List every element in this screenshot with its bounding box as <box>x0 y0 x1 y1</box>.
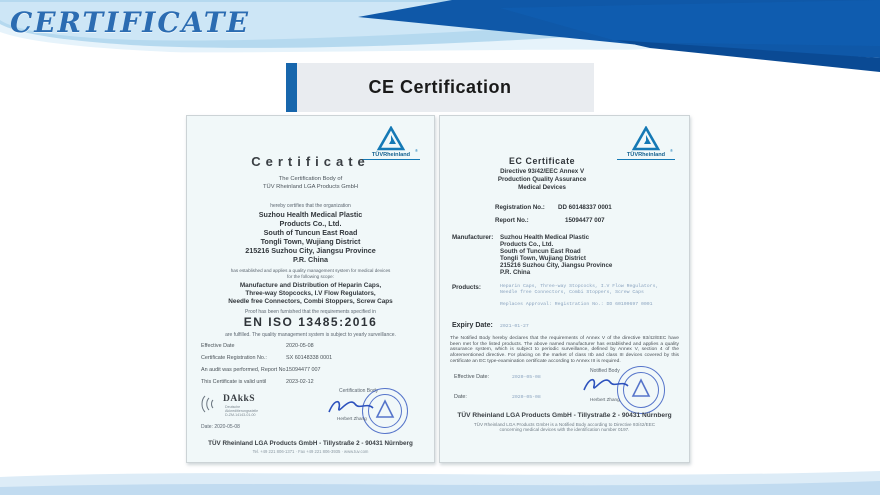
notified-body-declaration: The Notified Body hereby declares that the requirements of Annex V of the directive 93/42/EEC have been met for the listed products. The above named manufacturer has established and applies a quality assurance system, which is subject to periodic surveillance, defined by Annex V, section 4 of the aforementioned directive. For placing on the market of class IIb and class III devices covered by this certificate an EC type-examination certificate according to Annex III is required. <box>450 336 679 364</box>
standard-number: EN ISO 13485:2016 <box>243 315 378 329</box>
ec-certificate-title: EC Certificate <box>509 156 576 166</box>
manufacturer-line: 215216 Suzhou City, Jiangsu Province <box>500 262 613 269</box>
scope-line: Three-way Stopcocks, I.V Flow Regulators, <box>245 290 376 297</box>
slide-title-box <box>286 63 594 112</box>
dakks-subline: Deutsche <box>225 405 241 409</box>
field-value: 2023-02-12 <box>286 379 314 385</box>
signature-name: Herbert Zhang <box>337 416 367 421</box>
dakks-subline: Akkreditierungsstelle <box>225 409 259 414</box>
signature-name: Herbert Zhang <box>590 397 620 402</box>
org-line: Products Co., Ltd. <box>279 219 342 228</box>
certificate-title: Certificate <box>251 154 370 169</box>
certifier-footer: TÜV Rheinland LGA Products GmbH - Tillystraße 2 - 90431 Nürnberg <box>208 440 413 447</box>
manufacturer-line: Products Co., Ltd. <box>500 241 554 248</box>
dakks-arcs-icon <box>201 394 221 414</box>
tuv-logo-text: TÜVRheinland <box>617 152 675 160</box>
field-value: 2020-05-08 <box>286 343 314 349</box>
field-label: An audit was performed, Report No. <box>201 367 287 373</box>
manufacturer-line: Tongli Town, Wujiang District <box>500 255 586 262</box>
report-value: 15094477 007 <box>565 217 605 224</box>
certification-body-label: Certification Body <box>339 388 379 394</box>
certifier-footer: TÜV Rheinland LGA Products GmbH - Tillystraße 2 - 90431 Nürnberg <box>457 412 672 419</box>
products-line: Needle free Connectors, Combi Stoppers, Screw Caps <box>500 290 644 295</box>
tuv-rheinland-logo <box>617 126 675 160</box>
products-line: Heparin Caps, Three-way Stopcocks, I.V Flow Regulators, <box>500 284 659 289</box>
ec-certificate-image <box>439 115 690 463</box>
registration-label: Registration No.: <box>495 204 545 211</box>
certification-body-line1: The Certification Body of <box>278 176 343 182</box>
tuv-triangle-icon <box>631 126 661 152</box>
registered-mark: ® <box>670 148 673 153</box>
report-label: Report No.: <box>495 217 529 224</box>
field-value: SX 60148338 0001 <box>286 355 333 361</box>
field-label: Effective Date <box>201 343 235 349</box>
tuv-triangle-icon <box>376 126 406 152</box>
dakks-logo <box>201 394 271 420</box>
org-line: Suzhou Health Medical Plastic <box>258 210 363 219</box>
fulfilled-line: are fulfilled. The quality management system is subject to yearly surveillance. <box>225 332 396 338</box>
directive-line: Directive 93/42/EEC Annex V <box>500 168 585 175</box>
registration-value: DD 60148337 0001 <box>558 204 612 211</box>
effective-date-value: 2020-05-08 <box>512 375 541 380</box>
quality-line: Production Quality Assurance <box>497 176 587 183</box>
date-line: Date: 2020-05-08 <box>201 424 240 430</box>
dakks-wordmark: DAkkS <box>223 394 256 404</box>
manufacturer-line: P.R. China <box>500 269 531 276</box>
devices-line: Medical Devices <box>518 184 566 191</box>
field-label: Certificate Registration No.: <box>201 355 267 361</box>
org-line: 215216 Suzhou City, Jiangsu Province <box>245 246 376 255</box>
effective-date-label: Effective Date: <box>454 374 489 380</box>
certifies-line: hereby certifies that the organization <box>270 203 351 209</box>
tuv-logo-text: TÜVRheinland <box>362 152 420 160</box>
scope-intro-line1: has established and applies a quality management system for medical devices <box>230 268 391 273</box>
dakks-subtext <box>225 405 285 418</box>
iso-certificate-image <box>186 115 435 463</box>
scope-line: Manufacture and Distribution of Heparin Caps, <box>239 282 382 289</box>
signature-squiggle <box>580 372 630 398</box>
manufacturer-label: Manufacturer: <box>452 234 494 241</box>
org-line: Tongli Town, Wujiang District <box>260 237 361 246</box>
org-line: P.R. China <box>292 255 328 264</box>
field-label: This Certificate is valid until <box>201 379 267 385</box>
certifier-footer-contact: Tel. +49 221 806-1371 · Fax +49 221 806-3935 · www.tuv.com <box>252 449 369 454</box>
date-label: Date: <box>454 394 467 400</box>
slide-title: CE Certification <box>368 77 512 97</box>
dakks-subline: D-ZM-14143-01-00 <box>225 413 256 418</box>
org-line: South of Tuncun East Road <box>263 228 358 237</box>
footer-wave-graphic <box>0 465 880 495</box>
expiry-value: 2021-01-27 <box>500 324 529 329</box>
date-value: 2020-05-08 <box>512 395 541 400</box>
scope-intro-line2: for the following scope: <box>287 274 334 279</box>
field-value: 15094477 007 <box>286 367 321 373</box>
manufacturer-line: South of Tuncun East Road <box>500 248 581 255</box>
notified-body-footnote: TÜV Rheinland LGA Products GmbH is a Notified Body according to Directive 93/42/EEC concerning medical devices with the identification number 0197. <box>473 422 656 433</box>
certification-body-line2: TÜV Rheinland LGA Products GmbH <box>262 184 359 190</box>
replaces-approval-line: Replaces Approval: Registration No.: DD 60109697 0001 <box>500 302 653 307</box>
slide-title-accent-bar <box>286 63 297 112</box>
products-label: Products: <box>452 284 481 291</box>
scope-line: Needle free Connectors, Combi Stoppers, Screw Caps <box>228 298 393 305</box>
manufacturer-line: Suzhou Health Medical Plastic <box>500 234 590 241</box>
proof-line: Proof has been furnished that the requirements specified in <box>245 309 376 315</box>
notified-body-label: Notified Body <box>590 368 620 374</box>
expiry-label: Expiry Date: <box>452 322 493 329</box>
registered-mark: ® <box>415 148 418 153</box>
page-title: CERTIFICATE <box>10 6 250 39</box>
